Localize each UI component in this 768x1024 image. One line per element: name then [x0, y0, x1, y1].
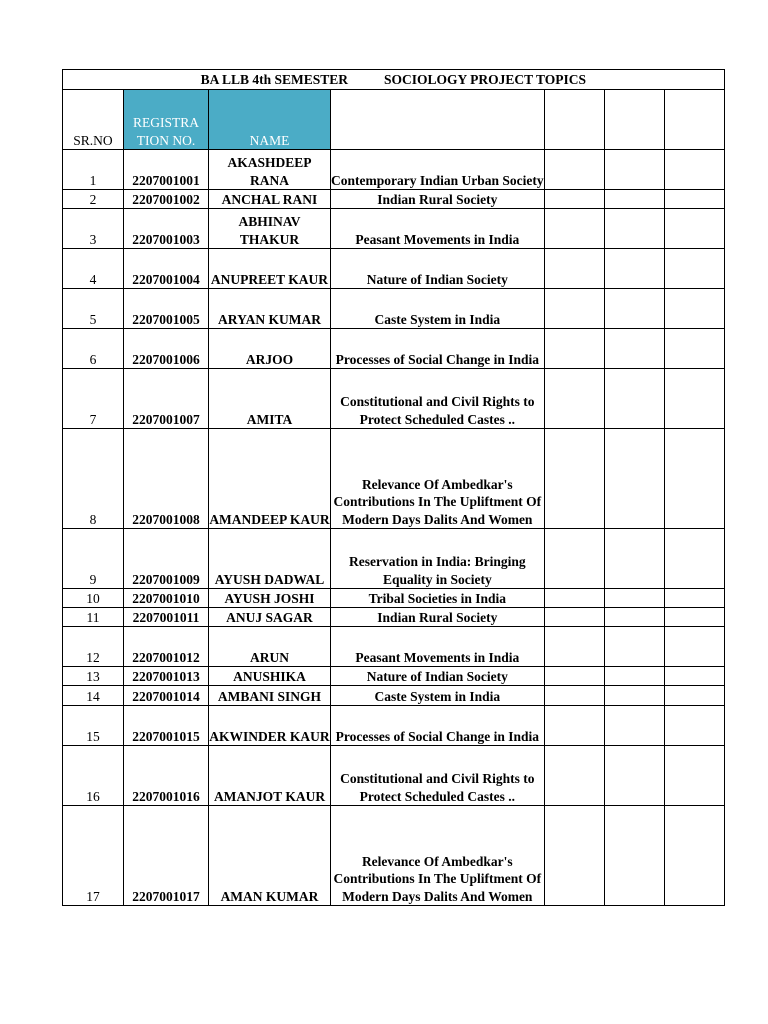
blank-cell [664, 529, 724, 589]
blank-cell [604, 329, 664, 369]
blank-cell [544, 209, 604, 249]
sr-no-cell: 5 [63, 289, 124, 329]
blank-cell [664, 667, 724, 686]
registration-cell: 2207001007 [124, 369, 209, 429]
blank-cell [664, 369, 724, 429]
blank-cell [544, 329, 604, 369]
sr-no-cell: 17 [63, 806, 124, 906]
name-cell: ANCHAL RANI [209, 190, 331, 209]
name-cell: AKASHDEEP RANA [209, 150, 331, 190]
blank-cell [544, 190, 604, 209]
name-cell: ARJOO [209, 329, 331, 369]
blank-header-2 [604, 90, 664, 150]
name-cell: ARUN [209, 627, 331, 667]
registration-cell: 2207001006 [124, 329, 209, 369]
name-cell: AMANJOT KAUR [209, 746, 331, 806]
blank-cell [544, 249, 604, 289]
blank-cell [604, 706, 664, 746]
blank-cell [664, 608, 724, 627]
topic-cell: Peasant Movements in India [331, 627, 545, 667]
topic-cell: Constitutional and Civil Rights to Protect Scheduled Castes .. [331, 746, 545, 806]
sr-no-cell: 2 [63, 190, 124, 209]
blank-cell [604, 289, 664, 329]
blank-cell [604, 209, 664, 249]
blank-cell [664, 150, 724, 190]
blank-cell [664, 706, 724, 746]
registration-header [124, 90, 209, 150]
table-row [63, 706, 725, 746]
semester-title: BA LLB 4th SEMESTER [200, 71, 348, 87]
registration-cell: 2207001008 [124, 429, 209, 529]
table-row [63, 150, 725, 190]
blank-cell [604, 608, 664, 627]
table-row [63, 249, 725, 289]
sr-no-header: SR.NO [63, 90, 124, 150]
blank-cell [664, 429, 724, 529]
blank-cell [544, 529, 604, 589]
topic-cell: Processes of Social Change in India [331, 329, 545, 369]
registration-cell: 2207001017 [124, 806, 209, 906]
registration-cell: 2207001001 [124, 150, 209, 190]
blank-cell [544, 289, 604, 329]
name-cell: AMBANI SINGH [209, 686, 331, 706]
blank-cell [604, 667, 664, 686]
header-row [63, 90, 725, 150]
registration-cell: 2207001012 [124, 627, 209, 667]
blank-cell [604, 150, 664, 190]
registration-header-line1: REGISTRA [132, 115, 199, 130]
name-cell: ANUJ SAGAR [209, 608, 331, 627]
blank-cell [544, 686, 604, 706]
blank-cell [664, 249, 724, 289]
sr-no-cell: 14 [63, 686, 124, 706]
sr-no-cell: 11 [63, 608, 124, 627]
blank-header-1 [544, 90, 604, 150]
name-header: NAME [209, 90, 331, 150]
topic-cell: Processes of Social Change in India [331, 706, 545, 746]
table-row [63, 806, 725, 906]
table-body [63, 150, 725, 906]
sr-no-cell: 10 [63, 589, 124, 608]
blank-cell [604, 190, 664, 209]
sr-no-cell: 4 [63, 249, 124, 289]
blank-cell [544, 369, 604, 429]
sr-no-cell: 13 [63, 667, 124, 686]
blank-cell [544, 608, 604, 627]
blank-cell [604, 806, 664, 906]
topic-header [331, 90, 545, 150]
blank-cell [664, 209, 724, 249]
table-row [63, 589, 725, 608]
blank-cell [664, 746, 724, 806]
sr-no-cell: 8 [63, 429, 124, 529]
blank-cell [664, 190, 724, 209]
name-cell: ANUSHIKA [209, 667, 331, 686]
topic-cell: Contemporary Indian Urban Society [331, 150, 545, 190]
table-row [63, 369, 725, 429]
topic-cell: Indian Rural Society [331, 608, 545, 627]
topic-cell: Nature of Indian Society [331, 249, 545, 289]
registration-cell: 2207001013 [124, 667, 209, 686]
blank-cell [604, 686, 664, 706]
registration-cell: 2207001010 [124, 589, 209, 608]
registration-cell: 2207001004 [124, 249, 209, 289]
table-row [63, 289, 725, 329]
blank-cell [604, 746, 664, 806]
topic-cell: Constitutional and Civil Rights to Protect Scheduled Castes .. [331, 369, 545, 429]
registration-header-line2: TION NO. [136, 132, 196, 148]
blank-cell [664, 289, 724, 329]
registration-cell: 2207001016 [124, 746, 209, 806]
registration-cell: 2207001003 [124, 209, 209, 249]
topic-cell: Caste System in India [331, 686, 545, 706]
name-cell: AMAN KUMAR [209, 806, 331, 906]
blank-cell [544, 150, 604, 190]
topic-cell: Indian Rural Society [331, 190, 545, 209]
table-row [63, 608, 725, 627]
project-topics-table [62, 69, 725, 906]
blank-cell [544, 627, 604, 667]
sr-no-cell: 1 [63, 150, 124, 190]
sr-no-cell: 7 [63, 369, 124, 429]
name-cell: ARYAN KUMAR [209, 289, 331, 329]
name-cell: AKWINDER KAUR [209, 706, 331, 746]
sr-no-cell: 9 [63, 529, 124, 589]
blank-cell [604, 589, 664, 608]
sr-no-cell: 12 [63, 627, 124, 667]
table-row [63, 329, 725, 369]
blank-cell [604, 627, 664, 667]
topic-cell: Tribal Societies in India [331, 589, 545, 608]
name-cell: AMITA [209, 369, 331, 429]
table-row [63, 209, 725, 249]
table-row [63, 190, 725, 209]
table-row [63, 746, 725, 806]
blank-cell [604, 429, 664, 529]
blank-cell [544, 706, 604, 746]
blank-cell [664, 627, 724, 667]
blank-cell [664, 589, 724, 608]
topic-cell: Nature of Indian Society [331, 667, 545, 686]
table-row [63, 529, 725, 589]
registration-cell: 2207001009 [124, 529, 209, 589]
name-cell: ANUPREET KAUR [209, 249, 331, 289]
blank-cell [604, 369, 664, 429]
blank-cell [604, 529, 664, 589]
name-cell: AYUSH JOSHI [209, 589, 331, 608]
registration-cell: 2207001011 [124, 608, 209, 627]
sr-no-cell: 15 [63, 706, 124, 746]
sheet-title [63, 70, 725, 90]
blank-cell [544, 746, 604, 806]
blank-header-3 [664, 90, 724, 150]
blank-cell [544, 429, 604, 529]
title-row [63, 70, 725, 90]
sr-no-cell: 6 [63, 329, 124, 369]
blank-cell [604, 249, 664, 289]
topic-cell: Relevance Of Ambedkar's Contributions In The Upliftment Of Modern Days Dalits And Women [331, 429, 545, 529]
topic-cell: Peasant Movements in India [331, 209, 545, 249]
sr-no-cell: 3 [63, 209, 124, 249]
table-row [63, 627, 725, 667]
registration-cell: 2207001014 [124, 686, 209, 706]
name-cell: AYUSH DADWAL [209, 529, 331, 589]
topic-cell: Reservation in India: Bringing Equality in Society [331, 529, 545, 589]
name-cell: ABHINAV THAKUR [209, 209, 331, 249]
registration-cell: 2207001002 [124, 190, 209, 209]
blank-cell [664, 686, 724, 706]
topic-cell: Relevance Of Ambedkar's Contributions In The Upliftment Of Modern Days Dalits And Women [331, 806, 545, 906]
blank-cell [664, 806, 724, 906]
table-row [63, 686, 725, 706]
name-cell: AMANDEEP KAUR [209, 429, 331, 529]
table-row [63, 667, 725, 686]
blank-cell [664, 329, 724, 369]
blank-cell [544, 806, 604, 906]
topics-title: SOCIOLOGY PROJECT TOPICS [384, 71, 587, 87]
table-row [63, 429, 725, 529]
sr-no-cell: 16 [63, 746, 124, 806]
registration-cell: 2207001015 [124, 706, 209, 746]
registration-cell: 2207001005 [124, 289, 209, 329]
blank-cell [544, 667, 604, 686]
topic-cell: Caste System in India [331, 289, 545, 329]
blank-cell [544, 589, 604, 608]
